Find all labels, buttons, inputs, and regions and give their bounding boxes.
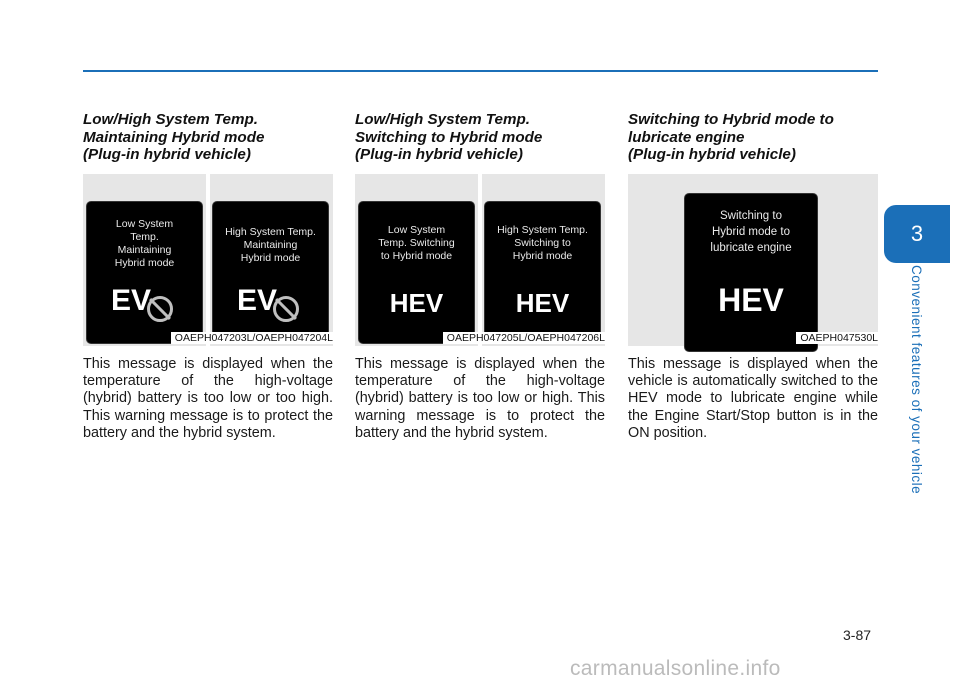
heading-line: (Plug-in hybrid vehicle) <box>628 146 796 163</box>
heading-line: Switching to Hybrid mode <box>355 128 543 146</box>
figure-code: OAEPH047203L/OAEPH047204L <box>171 332 333 344</box>
top-rule <box>83 70 878 72</box>
hev-mode-label: HEV <box>389 288 444 318</box>
body-text: This message is displayed when the vehicle is automatically switched to the HEV mode to lubricate engine while the Engine Start/Stop button is in the ON position. <box>628 356 878 441</box>
cluster-screen-low-temp <box>87 202 202 343</box>
heading-line: Low/High System Temp. <box>83 111 258 128</box>
body-text: This message is displayed when the temperature of the high-voltage (hybrid) battery is too low or high. This warning message is to protect the battery and the hybrid system. <box>355 356 605 441</box>
screen-message: High System Temp. Switching to Hybrid mode <box>497 224 588 262</box>
chapter-tab: 3 <box>884 205 950 263</box>
cluster-screen-high-temp <box>485 202 600 343</box>
section-heading <box>628 111 878 165</box>
heading-line: (Plug-in hybrid vehicle) <box>83 146 251 163</box>
section-lubricate-engine <box>628 111 878 442</box>
watermark: carmanualsonline.info <box>570 657 781 680</box>
cluster-screen-lubricate <box>685 194 817 351</box>
body-text: This message is displayed when the temperature of the high-voltage (hybrid) battery is too low or too high. This warning message is to protect the battery and the hybrid system. <box>83 356 333 441</box>
screen-message: High System Temp. Maintaining Hybrid mode <box>225 226 316 264</box>
section-heading <box>355 111 605 165</box>
hev-mode-label: HEV <box>718 282 784 318</box>
figure-divider <box>478 174 482 346</box>
section-heading <box>83 111 333 165</box>
heading-line: Low/High System Temp. <box>355 111 530 128</box>
heading-line: Maintaining Hybrid mode <box>83 128 265 146</box>
cluster-screen-low-temp <box>359 202 474 343</box>
screen-message: Low System Temp. Switching to Hybrid mode <box>378 224 455 262</box>
figure-divider <box>206 174 210 346</box>
figure <box>355 174 605 346</box>
screen-message: Low System Temp. Maintaining Hybrid mode <box>114 218 175 269</box>
figure-code: OAEPH047530L <box>796 332 878 344</box>
figure <box>83 174 333 346</box>
page-number: 3-87 <box>843 627 872 643</box>
ev-mode-label: EV <box>237 284 278 317</box>
figure-code: OAEPH047205L/OAEPH047206L <box>443 332 605 344</box>
prohibited-icon <box>273 296 299 322</box>
cluster-screen-high-temp <box>213 202 328 343</box>
section-system-temp-switching <box>355 111 605 442</box>
heading-line: lubricate engine <box>628 128 745 146</box>
ev-mode-label: EV <box>111 284 152 317</box>
heading-line: Switching to Hybrid mode to <box>628 111 834 128</box>
heading-line: (Plug-in hybrid vehicle) <box>355 146 523 163</box>
hev-mode-label: HEV <box>515 288 570 318</box>
figure <box>628 174 878 346</box>
section-system-temp-maintaining <box>83 111 333 442</box>
chapter-title: Convenient features of your vehicle <box>909 265 924 495</box>
prohibited-icon <box>147 296 173 322</box>
screen-message: Switching to Hybrid mode to lubricate engine <box>710 210 792 254</box>
